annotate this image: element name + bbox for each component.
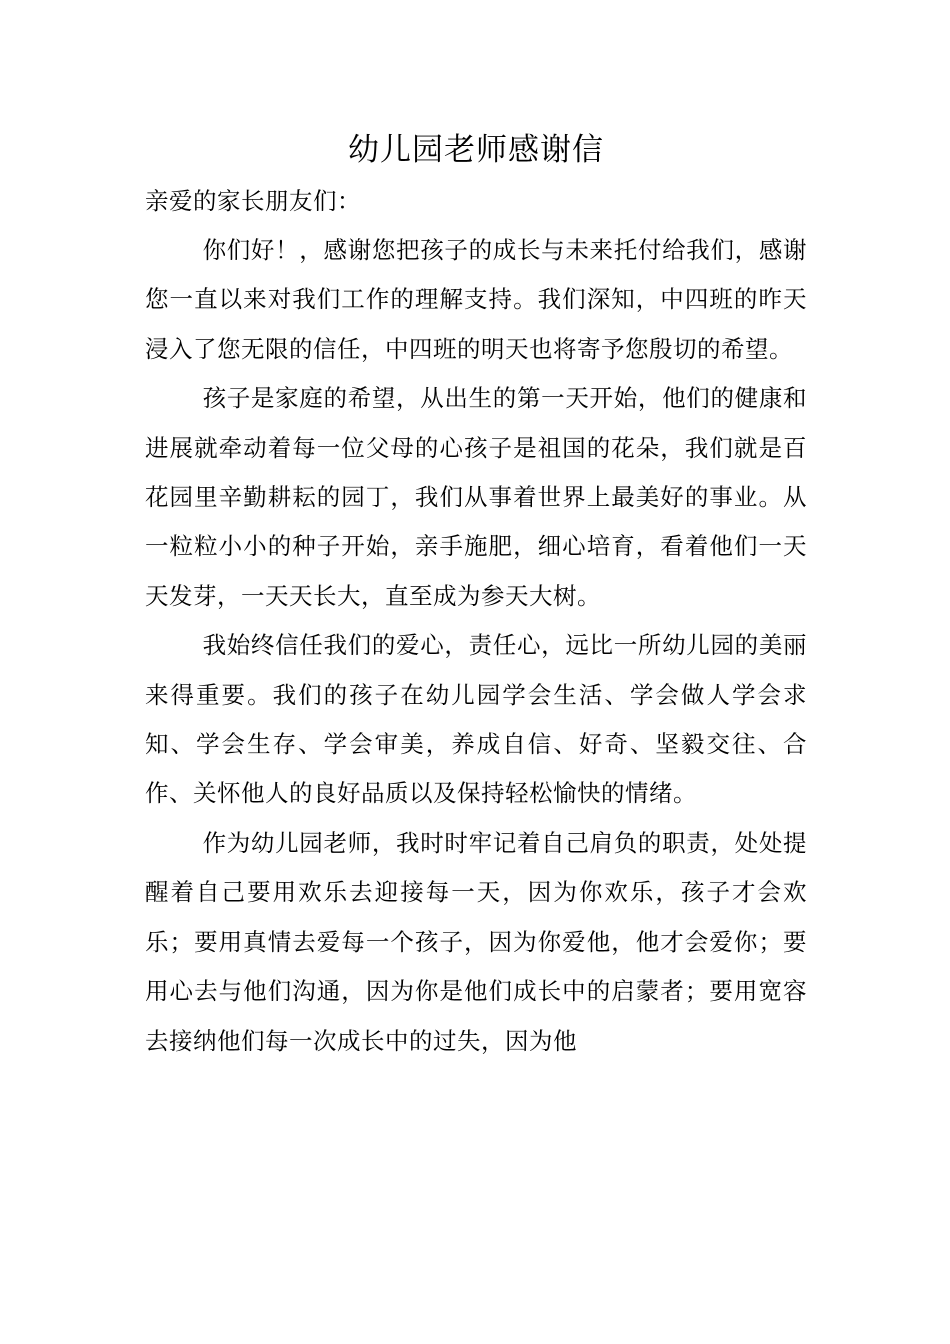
salutation: 亲爱的家长朋友们： [145,187,361,215]
document-title: 幼儿园老师感谢信 [348,132,604,168]
paragraph-4: 作为幼儿园老师，我时时牢记着自己肩负的职责，处处提醒着自己要用欢乐去迎接每一天，因为你欢乐，孩子才会欢乐；要用真情去爱每一个孩子，因为你爱他，他才会爱你；要用心去与他们沟通，因为你是他们成长中的启蒙者；要用宽容去接纳他们每一次成长中的过失，因为他 [145,828,807,1055]
paragraph-1: 你们好！，感谢您把孩子的成长与未来托付给我们，感谢您一直以来对我们工作的理解支持。我们深知，中四班的昨天浸入了您无限的信任，中四班的明天也将寄予您殷切的希望。 [145,236,807,363]
document-page [145,0,807,1066]
paragraph-3: 我始终信任我们的爱心，责任心，远比一所幼儿园的美丽来得重要。我们的孩子在幼儿园学会生活、学会做人学会求知、学会生存、学会审美，养成自信、好奇、坚毅交往、合作、关怀他人的良好品质以及保持轻松愉快的情绪。 [145,631,807,808]
paragraph-2: 孩子是家庭的希望，从出生的第一天开始，他们的健康和进展就牵动着每一位父母的心孩子是祖国的花朵，我们就是百花园里辛勤耕耘的园丁，我们从事着世界上最美好的事业。从一粒粒小小的种子开始，亲手施肥，细心培育，看着他们一天天发芽，一天天长大，直至成为参天大树。 [145,384,807,610]
